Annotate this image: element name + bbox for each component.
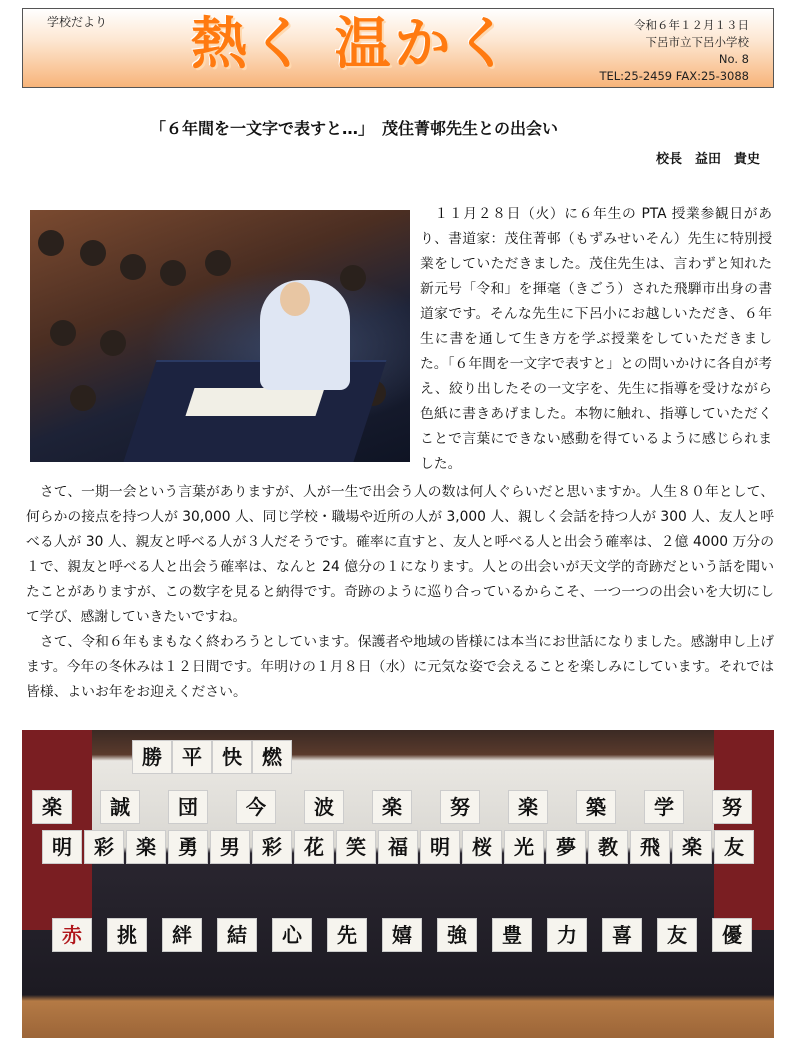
article-paragraph-3: さて、令和６年もまもなく終わろうとしています。保護者や地域の皆様には本当にお世話になりました。感謝申し上げます。今年の冬休みは１２日間です。年明けの１月８日（水）に元気な姿で会えることを楽しみにしています。それでは皆様、よいお年をお迎えください。 xyxy=(26,634,774,700)
calligraphy-sign: 楽 xyxy=(126,830,166,864)
calligraphy-sign: 明 xyxy=(420,830,460,864)
student-head xyxy=(340,265,366,291)
calligraphy-sign: 誠 xyxy=(100,790,140,824)
calligraphy-sign: 築 xyxy=(576,790,616,824)
student-head xyxy=(100,330,126,356)
student-head xyxy=(38,230,64,256)
newsletter-kind: 学校だより xyxy=(47,15,108,29)
calligraphy-sign: 楽 xyxy=(508,790,548,824)
calligraphy-sign: 今 xyxy=(236,790,276,824)
student-head xyxy=(50,320,76,346)
calligraphy-sign: 勝 xyxy=(132,740,172,774)
calligraphy-sign: 優 xyxy=(712,918,752,952)
calligraphy-sign: 彩 xyxy=(84,830,124,864)
calligraphy-sign: 結 xyxy=(217,918,257,952)
calligraphy-sign: 男 xyxy=(210,830,250,864)
calligraphy-sign: 友 xyxy=(657,918,697,952)
issue-date: 令和６年１２月１３日 xyxy=(634,18,749,32)
calligraphy-sign: 快 xyxy=(212,740,252,774)
calligraphy-sign: 心 xyxy=(272,918,312,952)
calligraphy-sign: 楽 xyxy=(372,790,412,824)
calligraphy-sign: 楽 xyxy=(32,790,72,824)
calligrapher-head xyxy=(280,282,310,316)
student-head xyxy=(70,385,96,411)
newsletter-meta xyxy=(599,17,749,85)
student-head xyxy=(160,260,186,286)
student-head xyxy=(120,254,146,280)
article-paragraph-1: １１月２８日（火）に６年生の PTA 授業参観日があり、書道家：茂住菁邨（もずみせいそん）先生に特別授業をしていただきました。茂住先生は、言わずと知れた新元号「令和」を揮毫（きごう）された飛騨市出身の書道家です。そんな先生に下呂小にお越しいただき、６年生に書を通して生き方を学ぶ授業をしていただきました。「６年間を一文字で表すと」との問いかけに各自が考え、絞り出したその一文字を、先生に指導を受けながら色紙に書きあげました。本物に触れ、指導していただくことで言葉にできない感動を得ているように感じられました。 xyxy=(420,206,772,472)
calligraphy-sign: 勇 xyxy=(168,830,208,864)
student-head xyxy=(205,250,231,276)
newsletter-header xyxy=(22,8,774,88)
school-name: 下呂市立下呂小学校 xyxy=(645,35,749,49)
calligraphy-sign: 強 xyxy=(437,918,477,952)
calligraphy-sign: 教 xyxy=(588,830,628,864)
calligraphy-sign: 楽 xyxy=(672,830,712,864)
calligraphy-sign: 燃 xyxy=(252,740,292,774)
calligraphy-sign: 平 xyxy=(172,740,212,774)
calligraphy-sign: 努 xyxy=(440,790,480,824)
article-byline: 校長 益田 貴史 xyxy=(655,152,760,167)
calligraphy-sign: 飛 xyxy=(630,830,670,864)
issue-number: No. 8 xyxy=(718,52,749,66)
calligraphy-sign: 夢 xyxy=(546,830,586,864)
contact-info: TEL:25-2459 FAX:25-3088 xyxy=(599,69,749,83)
calligraphy-sign: 先 xyxy=(327,918,367,952)
calligraphy-sign: 花 xyxy=(294,830,334,864)
calligraphy-sign: 赤 xyxy=(52,918,92,952)
calligraphy-sign: 学 xyxy=(644,790,684,824)
article-paragraph-2: さて、一期一会という言葉がありますが、人が一生で出会う人の数は何人ぐらいだと思いますか。人生８０年として、何らかの接点を持つ人が 30,000 人、同じ学校・職場や近所の人が 3,000 人、親しく会話を持つ人が 300 人、友人と呼べる人が 30 人、親友と呼べる人が３人だそうです。確率に直すと、友人と呼べる人と出会う確率は、２億 4000 万分の１で、親友と呼べる人と出会う確率は、なんと 24 億分の１になります。人との出会いが天文学的奇跡だという話を聞いたことがありますが、この数字を見ると納得です。奇跡のように巡り合っているからこそ、一つ一つの出会いを大切にして学び、感謝していきたいですね。 xyxy=(26,484,774,625)
calligraphy-sign: 力 xyxy=(547,918,587,952)
calligraphy-sign: 挑 xyxy=(107,918,147,952)
calligraphy-sign: 団 xyxy=(168,790,208,824)
calligraphy-paper xyxy=(185,388,324,416)
calligraphy-sign: 彩 xyxy=(252,830,292,864)
calligraphy-sign: 努 xyxy=(712,790,752,824)
student-head xyxy=(80,240,106,266)
calligraphy-sign: 豊 xyxy=(492,918,532,952)
calligraphy-lesson-photo xyxy=(30,210,410,462)
calligraphy-sign: 絆 xyxy=(162,918,202,952)
calligraphy-sign: 波 xyxy=(304,790,344,824)
calligraphy-sign: 友 xyxy=(714,830,754,864)
calligraphy-sign: 笑 xyxy=(336,830,376,864)
calligraphy-sign: 桜 xyxy=(462,830,502,864)
group-photo xyxy=(22,730,774,1038)
newsletter-title: 熱く 温かく xyxy=(191,12,515,77)
calligraphy-sign: 明 xyxy=(42,830,82,864)
calligraphy-sign: 嬉 xyxy=(382,918,422,952)
calligraphy-sign: 喜 xyxy=(602,918,642,952)
calligraphy-sign: 福 xyxy=(378,830,418,864)
article-title: 「６年間を一文字で表すと…」 茂住菁邨先生との出会い xyxy=(150,119,559,138)
calligraphy-sign: 光 xyxy=(504,830,544,864)
